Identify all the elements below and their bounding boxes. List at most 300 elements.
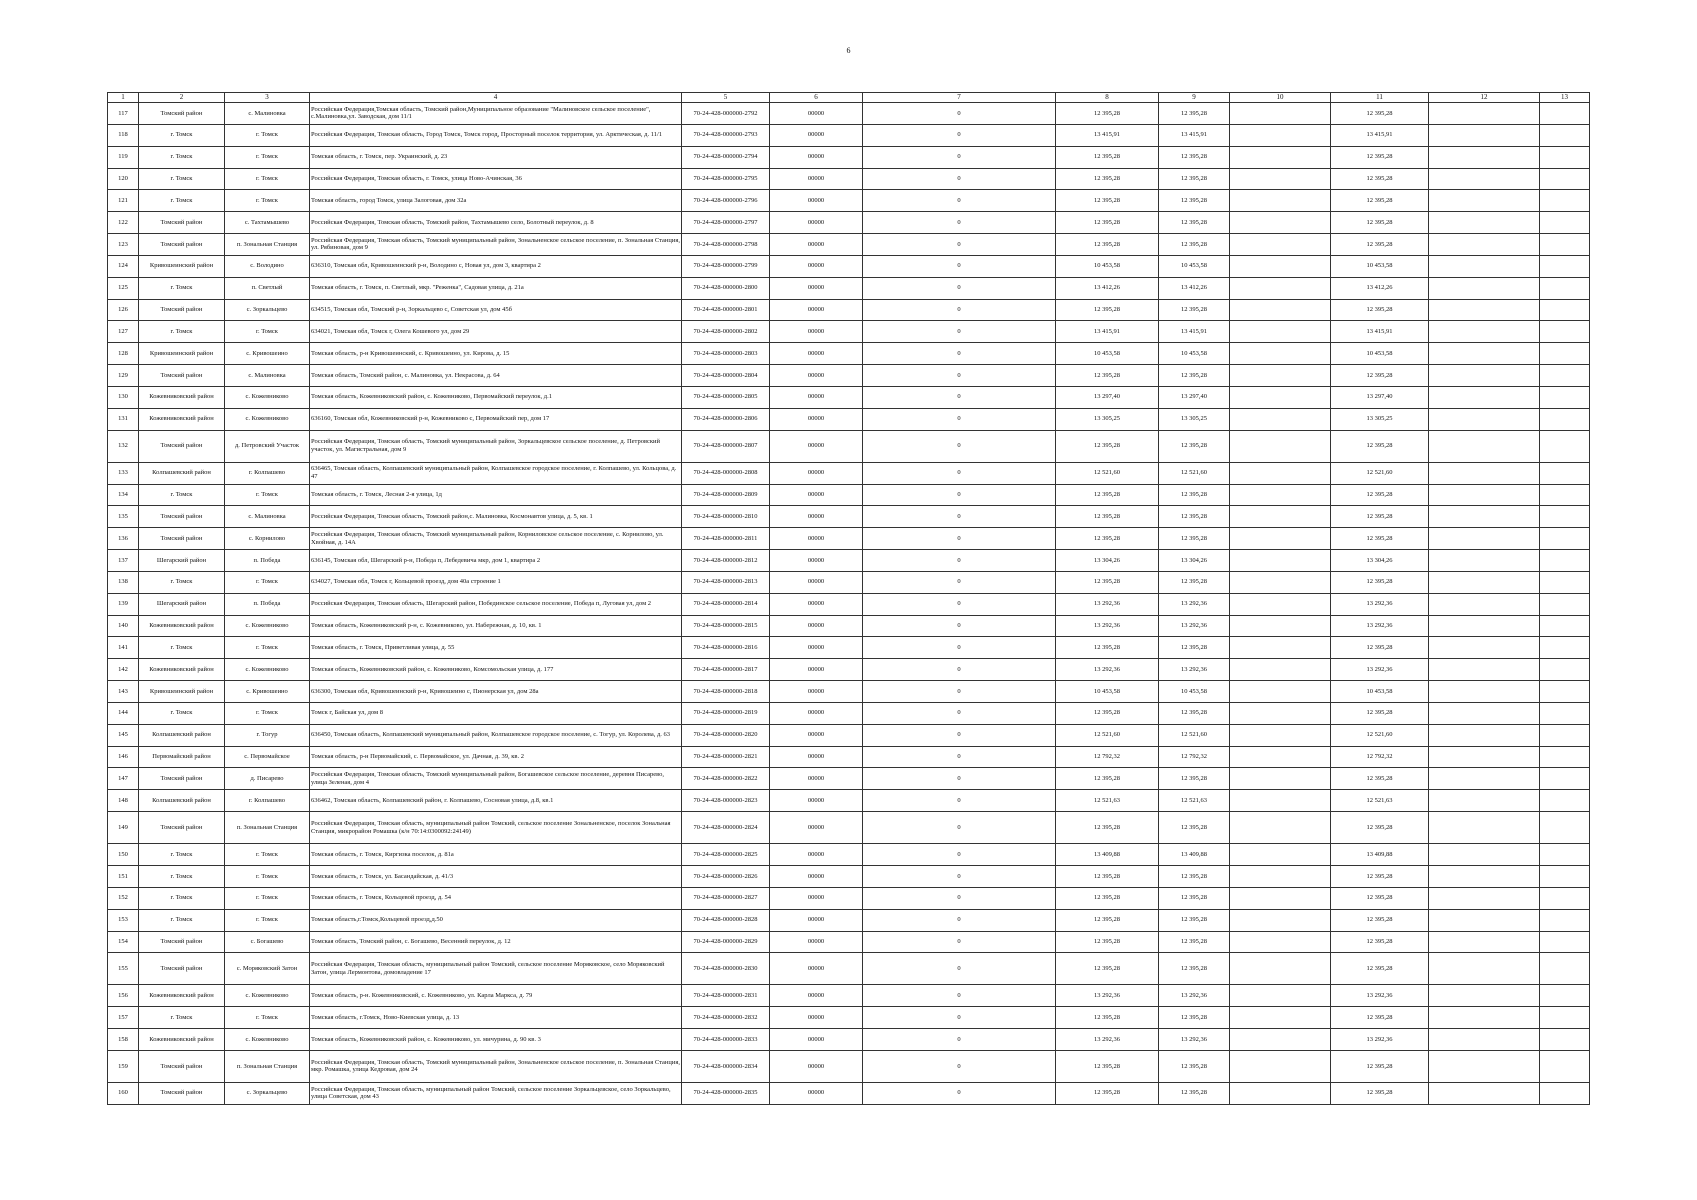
column-number-9: 9 — [1159, 93, 1230, 103]
code-cell: 00000 — [770, 190, 863, 212]
cadastral-number-cell: 70-24-428-000000-2810 — [682, 506, 770, 528]
col10-cell — [1230, 277, 1331, 299]
col9-value-cell: 12 395,28 — [1159, 506, 1230, 528]
col11-value-cell: 12 395,28 — [1331, 637, 1429, 659]
col8-value-cell: 10 453,58 — [1056, 681, 1159, 703]
district-cell: Кривошеинский район — [139, 343, 225, 365]
registry-table — [107, 92, 1590, 1105]
locality-cell: п. Светлый — [225, 277, 310, 299]
col13-cell — [1540, 277, 1590, 299]
col10-cell — [1230, 462, 1331, 484]
col13-cell — [1540, 953, 1590, 985]
table-row — [108, 724, 1590, 746]
col11-value-cell: 12 395,28 — [1331, 299, 1429, 321]
column-number-2: 2 — [139, 93, 225, 103]
col7-cell: 0 — [863, 299, 1056, 321]
col9-value-cell: 12 395,28 — [1159, 953, 1230, 985]
district-cell: Шегарский район — [139, 550, 225, 572]
code-cell: 00000 — [770, 550, 863, 572]
col12-cell — [1429, 255, 1540, 277]
col12-cell — [1429, 462, 1540, 484]
col12-cell — [1429, 277, 1540, 299]
address-cell: Российская Федерация, Томская область, Томский муниципальный район, Зональненское сельское поселение, п. Зональная Станция, ул. Рябиновая, дом 9 — [310, 234, 682, 256]
column-number-3: 3 — [225, 93, 310, 103]
col12-cell — [1429, 985, 1540, 1007]
district-cell: Томский район — [139, 528, 225, 550]
code-cell: 00000 — [770, 124, 863, 146]
address-cell: 636310, Томская обл, Кривошеинский р-н, Володино с, Новая ул, дом 3, квартира 2 — [310, 255, 682, 277]
col13-cell — [1540, 1082, 1590, 1104]
code-cell: 00000 — [770, 1050, 863, 1082]
col9-value-cell: 12 395,28 — [1159, 571, 1230, 593]
row-number-cell: 122 — [108, 212, 139, 234]
col10-cell — [1230, 168, 1331, 190]
row-number-cell: 137 — [108, 550, 139, 572]
col10-cell — [1230, 321, 1331, 343]
col10-cell — [1230, 746, 1331, 768]
locality-cell: п. Победа — [225, 550, 310, 572]
district-cell: Томский район — [139, 1050, 225, 1082]
locality-cell: с. Малиновка — [225, 506, 310, 528]
table-row — [108, 812, 1590, 844]
col8-value-cell: 13 304,26 — [1056, 550, 1159, 572]
table-row — [108, 1007, 1590, 1029]
col9-value-cell: 13 292,36 — [1159, 1029, 1230, 1051]
locality-cell: с. Зоркальцево — [225, 1082, 310, 1104]
locality-cell: с. Моряковский Затон — [225, 953, 310, 985]
locality-cell: с. Кожевниково — [225, 408, 310, 430]
row-number-cell: 138 — [108, 571, 139, 593]
column-number-11: 11 — [1331, 93, 1429, 103]
code-cell: 00000 — [770, 681, 863, 703]
row-number-cell: 126 — [108, 299, 139, 321]
col12-cell — [1429, 615, 1540, 637]
locality-cell: г. Томск — [225, 702, 310, 724]
locality-cell: г. Томск — [225, 866, 310, 888]
col11-value-cell: 13 304,26 — [1331, 550, 1429, 572]
col9-value-cell: 13 305,25 — [1159, 408, 1230, 430]
table-row — [108, 953, 1590, 985]
address-cell: Томская область, г.Томск, Ново-Киевская улица, д. 13 — [310, 1007, 682, 1029]
col10-cell — [1230, 255, 1331, 277]
cadastral-number-cell: 70-24-428-000000-2822 — [682, 768, 770, 790]
col11-value-cell: 12 521,60 — [1331, 724, 1429, 746]
address-cell: Российская Федерация, Томская область, Томский муниципальный район, Зональненское сельское поселение, п. Зональная Станция, мкр. Ромашка, улица Кедровая, дом 24 — [310, 1050, 682, 1082]
table-row — [108, 593, 1590, 615]
column-number-13: 13 — [1540, 93, 1590, 103]
address-cell: Российская Федерация,Томская область, Томский район,Муниципальное образование "Малиновское сельское поселение", с.Малиновка,ул. Заводская, дом 11/1 — [310, 103, 682, 125]
row-number-cell: 128 — [108, 343, 139, 365]
col12-cell — [1429, 146, 1540, 168]
col12-cell — [1429, 746, 1540, 768]
code-cell: 00000 — [770, 909, 863, 931]
address-cell: Томская область, г. Томск, Кольцевой проезд, д. 54 — [310, 887, 682, 909]
column-number-10: 10 — [1230, 93, 1331, 103]
column-number-12: 12 — [1429, 93, 1540, 103]
col7-cell: 0 — [863, 146, 1056, 168]
address-cell: Томская область, Кожевниковский район, с. Кожевниково, Первомайский переулок, д.1 — [310, 386, 682, 408]
col7-cell: 0 — [863, 343, 1056, 365]
col12-cell — [1429, 702, 1540, 724]
col13-cell — [1540, 343, 1590, 365]
district-cell: Шегарский район — [139, 593, 225, 615]
col12-cell — [1429, 234, 1540, 256]
row-number-cell: 150 — [108, 844, 139, 866]
cadastral-number-cell: 70-24-428-000000-2801 — [682, 299, 770, 321]
locality-cell: с. Богашево — [225, 931, 310, 953]
address-cell: Томская область,г.Томск,Кольцевой проезд,д.50 — [310, 909, 682, 931]
col13-cell — [1540, 484, 1590, 506]
cadastral-number-cell: 70-24-428-000000-2821 — [682, 746, 770, 768]
col13-cell — [1540, 681, 1590, 703]
col10-cell — [1230, 408, 1331, 430]
col11-value-cell: 13 292,36 — [1331, 1029, 1429, 1051]
col8-value-cell: 13 305,25 — [1056, 408, 1159, 430]
address-cell: Российская Федерация, Томская область, г. Томск, улица Ново-Ачинская, 36 — [310, 168, 682, 190]
cadastral-number-cell: 70-24-428-000000-2795 — [682, 168, 770, 190]
col11-value-cell: 13 415,91 — [1331, 321, 1429, 343]
column-number-8: 8 — [1056, 93, 1159, 103]
table-row — [108, 550, 1590, 572]
col9-value-cell: 12 395,28 — [1159, 931, 1230, 953]
col12-cell — [1429, 484, 1540, 506]
col13-cell — [1540, 506, 1590, 528]
cadastral-number-cell: 70-24-428-000000-2828 — [682, 909, 770, 931]
cadastral-number-cell: 70-24-428-000000-2825 — [682, 844, 770, 866]
district-cell: Томский район — [139, 234, 225, 256]
col7-cell: 0 — [863, 124, 1056, 146]
code-cell: 00000 — [770, 462, 863, 484]
locality-cell: п. Зональная Станция — [225, 234, 310, 256]
page-number: 6 — [846, 46, 851, 55]
col7-cell: 0 — [863, 168, 1056, 190]
col7-cell: 0 — [863, 1029, 1056, 1051]
col13-cell — [1540, 190, 1590, 212]
col9-value-cell: 12 395,28 — [1159, 812, 1230, 844]
address-cell: 636145, Томская обл, Шегарский р-н, Победа п, Лебедевича мкр, дом 1, квартира 2 — [310, 550, 682, 572]
col13-cell — [1540, 430, 1590, 462]
row-number-cell: 135 — [108, 506, 139, 528]
row-number-cell: 129 — [108, 365, 139, 387]
district-cell: г. Томск — [139, 124, 225, 146]
col13-cell — [1540, 1007, 1590, 1029]
col8-value-cell: 12 395,28 — [1056, 866, 1159, 888]
col8-value-cell: 12 395,28 — [1056, 931, 1159, 953]
col11-value-cell: 12 395,28 — [1331, 212, 1429, 234]
cadastral-number-cell: 70-24-428-000000-2834 — [682, 1050, 770, 1082]
district-cell: Кожевниковский район — [139, 659, 225, 681]
address-cell: 634027, Томская обл, Томск г, Кольцевой проезд, дом 40а строение 1 — [310, 571, 682, 593]
col11-value-cell: 12 395,28 — [1331, 528, 1429, 550]
row-number-cell: 131 — [108, 408, 139, 430]
address-cell: 634021, Томская обл, Томск г, Олега Кошевого ул, дом 29 — [310, 321, 682, 343]
col8-value-cell: 12 395,28 — [1056, 953, 1159, 985]
cadastral-number-cell: 70-24-428-000000-2829 — [682, 931, 770, 953]
col12-cell — [1429, 724, 1540, 746]
col9-value-cell: 12 395,28 — [1159, 484, 1230, 506]
code-cell: 00000 — [770, 299, 863, 321]
col13-cell — [1540, 299, 1590, 321]
row-number-cell: 117 — [108, 103, 139, 125]
col9-value-cell: 10 453,58 — [1159, 343, 1230, 365]
col9-value-cell: 12 395,28 — [1159, 1082, 1230, 1104]
row-number-cell: 151 — [108, 866, 139, 888]
col13-cell — [1540, 1029, 1590, 1051]
row-number-cell: 127 — [108, 321, 139, 343]
col9-value-cell: 12 521,63 — [1159, 790, 1230, 812]
col7-cell: 0 — [863, 659, 1056, 681]
code-cell: 00000 — [770, 321, 863, 343]
col10-cell — [1230, 234, 1331, 256]
row-number-cell: 159 — [108, 1050, 139, 1082]
table-row — [108, 484, 1590, 506]
table-row — [108, 212, 1590, 234]
col8-value-cell: 13 292,36 — [1056, 659, 1159, 681]
district-cell: Колпашевский район — [139, 724, 225, 746]
address-cell: 636160, Томская обл, Кожевниковский р-н, Кожевниково с, Первомайский пер, дом 17 — [310, 408, 682, 430]
col12-cell — [1429, 768, 1540, 790]
col7-cell: 0 — [863, 255, 1056, 277]
col11-value-cell: 12 521,63 — [1331, 790, 1429, 812]
col12-cell — [1429, 343, 1540, 365]
col7-cell: 0 — [863, 790, 1056, 812]
table-row — [108, 1050, 1590, 1082]
code-cell: 00000 — [770, 768, 863, 790]
code-cell: 00000 — [770, 1007, 863, 1029]
col10-cell — [1230, 1007, 1331, 1029]
locality-cell: с. Володино — [225, 255, 310, 277]
row-number-cell: 132 — [108, 430, 139, 462]
col12-cell — [1429, 953, 1540, 985]
table-row — [108, 386, 1590, 408]
address-cell: Томская область, г. Томск, Киргизка поселок, д. 81а — [310, 844, 682, 866]
col8-value-cell: 10 453,58 — [1056, 343, 1159, 365]
col13-cell — [1540, 550, 1590, 572]
row-number-cell: 136 — [108, 528, 139, 550]
col7-cell: 0 — [863, 212, 1056, 234]
col9-value-cell: 13 415,91 — [1159, 124, 1230, 146]
code-cell: 00000 — [770, 146, 863, 168]
table-row — [108, 343, 1590, 365]
table-row — [108, 702, 1590, 724]
col9-value-cell: 12 395,28 — [1159, 637, 1230, 659]
col12-cell — [1429, 168, 1540, 190]
cadastral-number-cell: 70-24-428-000000-2826 — [682, 866, 770, 888]
table-row — [108, 866, 1590, 888]
table-row — [108, 887, 1590, 909]
col12-cell — [1429, 190, 1540, 212]
locality-cell: г. Томск — [225, 168, 310, 190]
col11-value-cell: 12 395,28 — [1331, 1007, 1429, 1029]
col7-cell: 0 — [863, 909, 1056, 931]
col11-value-cell: 12 395,28 — [1331, 506, 1429, 528]
col10-cell — [1230, 985, 1331, 1007]
row-number-cell: 153 — [108, 909, 139, 931]
locality-cell: с. Кожевниково — [225, 659, 310, 681]
col12-cell — [1429, 659, 1540, 681]
col8-value-cell: 10 453,58 — [1056, 255, 1159, 277]
col13-cell — [1540, 168, 1590, 190]
address-cell: Томская область, город Томск, улица Залоговая, дом 32а — [310, 190, 682, 212]
table-row — [108, 571, 1590, 593]
locality-cell: с. Кривошеино — [225, 343, 310, 365]
col8-value-cell: 13 292,36 — [1056, 1029, 1159, 1051]
col9-value-cell: 12 395,28 — [1159, 299, 1230, 321]
table-row — [108, 255, 1590, 277]
cadastral-number-cell: 70-24-428-000000-2808 — [682, 462, 770, 484]
district-cell: Колпашевский район — [139, 790, 225, 812]
col10-cell — [1230, 659, 1331, 681]
col8-value-cell: 12 395,28 — [1056, 234, 1159, 256]
col11-value-cell: 12 395,28 — [1331, 484, 1429, 506]
col8-value-cell: 12 395,28 — [1056, 168, 1159, 190]
col10-cell — [1230, 844, 1331, 866]
col9-value-cell: 12 395,28 — [1159, 1007, 1230, 1029]
col9-value-cell: 12 395,28 — [1159, 103, 1230, 125]
row-number-cell: 120 — [108, 168, 139, 190]
cadastral-number-cell: 70-24-428-000000-2830 — [682, 953, 770, 985]
col9-value-cell: 12 395,28 — [1159, 887, 1230, 909]
col13-cell — [1540, 124, 1590, 146]
cadastral-number-cell: 70-24-428-000000-2804 — [682, 365, 770, 387]
col12-cell — [1429, 506, 1540, 528]
code-cell: 00000 — [770, 724, 863, 746]
code-cell: 00000 — [770, 637, 863, 659]
code-cell: 00000 — [770, 255, 863, 277]
cadastral-number-cell: 70-24-428-000000-2815 — [682, 615, 770, 637]
col9-value-cell: 13 292,36 — [1159, 615, 1230, 637]
col10-cell — [1230, 343, 1331, 365]
col10-cell — [1230, 571, 1331, 593]
col13-cell — [1540, 746, 1590, 768]
locality-cell: д. Писарево — [225, 768, 310, 790]
col13-cell — [1540, 637, 1590, 659]
table-row — [108, 659, 1590, 681]
col9-value-cell: 12 395,28 — [1159, 190, 1230, 212]
col9-value-cell: 13 412,26 — [1159, 277, 1230, 299]
district-cell: г. Томск — [139, 909, 225, 931]
locality-cell: с. Малиновка — [225, 103, 310, 125]
locality-cell: с. Зоркальцево — [225, 299, 310, 321]
code-cell: 00000 — [770, 702, 863, 724]
cadastral-number-cell: 70-24-428-000000-2806 — [682, 408, 770, 430]
cadastral-number-cell: 70-24-428-000000-2792 — [682, 103, 770, 125]
locality-cell: г. Томск — [225, 844, 310, 866]
cadastral-number-cell: 70-24-428-000000-2802 — [682, 321, 770, 343]
col11-value-cell: 10 453,58 — [1331, 681, 1429, 703]
col8-value-cell: 12 521,60 — [1056, 724, 1159, 746]
district-cell: г. Томск — [139, 146, 225, 168]
col7-cell: 0 — [863, 768, 1056, 790]
col8-value-cell: 12 395,28 — [1056, 506, 1159, 528]
row-number-cell: 144 — [108, 702, 139, 724]
col13-cell — [1540, 768, 1590, 790]
cadastral-number-cell: 70-24-428-000000-2824 — [682, 812, 770, 844]
district-cell: Кожевниковский район — [139, 1029, 225, 1051]
col11-value-cell: 13 412,26 — [1331, 277, 1429, 299]
col9-value-cell: 13 292,36 — [1159, 659, 1230, 681]
col8-value-cell: 12 521,60 — [1056, 462, 1159, 484]
col12-cell — [1429, 124, 1540, 146]
col12-cell — [1429, 637, 1540, 659]
cadastral-number-cell: 70-24-428-000000-2814 — [682, 593, 770, 615]
col7-cell: 0 — [863, 408, 1056, 430]
district-cell: Кожевниковский район — [139, 615, 225, 637]
col8-value-cell: 13 415,91 — [1056, 321, 1159, 343]
col7-cell: 0 — [863, 637, 1056, 659]
col7-cell: 0 — [863, 103, 1056, 125]
col8-value-cell: 12 395,28 — [1056, 768, 1159, 790]
locality-cell: д. Петровский Участок — [225, 430, 310, 462]
row-number-cell: 154 — [108, 931, 139, 953]
col9-value-cell: 12 395,28 — [1159, 430, 1230, 462]
cadastral-number-cell: 70-24-428-000000-2819 — [682, 702, 770, 724]
col13-cell — [1540, 887, 1590, 909]
col12-cell — [1429, 212, 1540, 234]
col10-cell — [1230, 812, 1331, 844]
code-cell: 00000 — [770, 528, 863, 550]
code-cell: 00000 — [770, 103, 863, 125]
col10-cell — [1230, 866, 1331, 888]
col7-cell: 0 — [863, 506, 1056, 528]
row-number-cell: 133 — [108, 462, 139, 484]
cadastral-number-cell: 70-24-428-000000-2797 — [682, 212, 770, 234]
row-number-cell: 147 — [108, 768, 139, 790]
cadastral-number-cell: 70-24-428-000000-2820 — [682, 724, 770, 746]
col12-cell — [1429, 1029, 1540, 1051]
col7-cell: 0 — [863, 462, 1056, 484]
col12-cell — [1429, 844, 1540, 866]
code-cell: 00000 — [770, 365, 863, 387]
col10-cell — [1230, 212, 1331, 234]
address-cell: Российская Федерация, Томская область, Томский муниципальный район, Богашевское сельское поселение, деревня Писарево, улица Зеленая, дом 4 — [310, 768, 682, 790]
code-cell: 00000 — [770, 659, 863, 681]
col9-value-cell: 12 395,28 — [1159, 1050, 1230, 1082]
col13-cell — [1540, 462, 1590, 484]
col12-cell — [1429, 550, 1540, 572]
col10-cell — [1230, 593, 1331, 615]
district-cell: Кривошеинский район — [139, 255, 225, 277]
address-cell: Томская область, г. Томск, пер. Украинский, д. 23 — [310, 146, 682, 168]
district-cell: Кожевниковский район — [139, 408, 225, 430]
row-number-cell: 134 — [108, 484, 139, 506]
code-cell: 00000 — [770, 746, 863, 768]
district-cell: г. Томск — [139, 277, 225, 299]
table-row — [108, 637, 1590, 659]
district-cell: г. Томск — [139, 702, 225, 724]
col8-value-cell: 12 395,28 — [1056, 430, 1159, 462]
col11-value-cell: 12 792,32 — [1331, 746, 1429, 768]
col7-cell: 0 — [863, 844, 1056, 866]
district-cell: Томский район — [139, 103, 225, 125]
cadastral-number-cell: 70-24-428-000000-2817 — [682, 659, 770, 681]
col12-cell — [1429, 365, 1540, 387]
code-cell: 00000 — [770, 484, 863, 506]
table-row — [108, 1029, 1590, 1051]
address-cell: Российская Федерация, Томская область, Город Томск, Томск город, Просторный поселок территория, ул. Арктическая, д. 11/1 — [310, 124, 682, 146]
col12-cell — [1429, 386, 1540, 408]
row-number-cell: 143 — [108, 681, 139, 703]
table-row — [108, 506, 1590, 528]
col9-value-cell: 13 415,91 — [1159, 321, 1230, 343]
cadastral-number-cell: 70-24-428-000000-2833 — [682, 1029, 770, 1051]
address-cell: Томская область, г. Томск, ул. Басандайская, д. 41/3 — [310, 866, 682, 888]
column-number-5: 5 — [682, 93, 770, 103]
col11-value-cell: 12 395,28 — [1331, 702, 1429, 724]
col12-cell — [1429, 887, 1540, 909]
table-row — [108, 103, 1590, 125]
col13-cell — [1540, 659, 1590, 681]
